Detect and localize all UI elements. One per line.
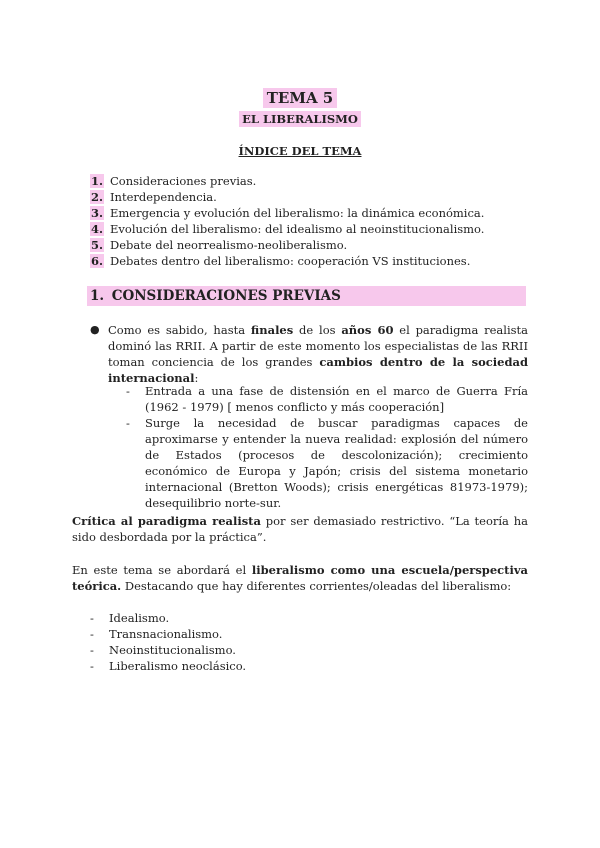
table-of-contents — [90, 173, 530, 269]
dash-marker: - — [126, 416, 130, 430]
critica-paragraph: Crítica al paradigma realista por ser demasiado restrictivo. “La teoría ha sido desbordada por la práctica”. — [72, 514, 528, 544]
toc-item — [90, 173, 530, 189]
subtitle-text: EL LIBERALISMO — [239, 111, 361, 127]
bullet-text: Como es sabido, hasta finales de los años 60 el paradigma realista dominó las RRII. A partir de este momento los especialistas de las RRII toman conciencia de los grandes cambios dentro de la sociedad internacional: — [108, 323, 529, 385]
list-item — [126, 415, 528, 511]
toc-text: Debate del neorrealismo-neoliberalismo. — [110, 238, 348, 252]
toc-item — [90, 221, 530, 237]
list-item-text: Surge la necesidad de buscar paradigmas capaces de aproximarse y entender la nueva realidad: explosión del número de Estados (procesos de descolonización); crecimiento económico de Europa y Japón; crisis del sistema monetario internacional (Bretton Woods); crisis energéticas 81973-1979); desequilibrio norte-sur. — [145, 416, 528, 510]
toc-text: Debates dentro del liberalismo: cooperación VS instituciones. — [110, 254, 471, 268]
toc-text: Interdependencia. — [110, 190, 217, 204]
toc-text: Emergencia y evolución del liberalismo: la dinámica económica. — [110, 206, 485, 220]
intro-paragraph: En este tema se abordará el liberalismo como una escuela/perspectiva teórica. Destacando que hay diferentes corrientes/oleadas del liberalismo: — [72, 563, 528, 593]
page-title — [0, 88, 600, 107]
list-item: - Liberalismo neoclásico. — [90, 659, 247, 673]
toc-item — [90, 205, 530, 221]
toc-number: 2. — [91, 190, 104, 204]
toc-number: 5. — [91, 238, 104, 252]
toc-number: 4. — [91, 222, 104, 236]
dash-list — [126, 383, 528, 511]
list-item: - Transnacionalismo. — [90, 627, 223, 641]
toc-item — [90, 253, 530, 269]
dash-marker: - — [126, 384, 130, 398]
section-title: CONSIDERACIONES PREVIAS — [111, 288, 341, 304]
page-subtitle — [0, 108, 600, 127]
title-text: TEMA 5 — [263, 88, 338, 108]
list-item: - Idealismo. — [90, 611, 170, 625]
toc-item — [90, 237, 530, 253]
bullet-marker: ● — [90, 323, 100, 336]
toc-number: 6. — [91, 254, 104, 268]
list-item: - Neoinstitucionalismo. — [90, 643, 236, 657]
toc-item — [90, 189, 530, 205]
section-heading — [87, 286, 526, 306]
toc-number: 1. — [91, 174, 104, 188]
toc-text: Evolución del liberalismo: del idealismo al neoinstitucionalismo. — [110, 222, 485, 236]
index-title: ÍNDICE DEL TEMA — [238, 144, 362, 158]
bullet-paragraph — [88, 322, 528, 386]
list-item — [126, 383, 528, 415]
list-item-text: Entrada a una fase de distensión en el marco de Guerra Fría (1962 - 1979) [ menos conflicto y más cooperación] — [145, 384, 528, 414]
section-number: 1. — [90, 288, 105, 304]
corrientes-list — [90, 610, 390, 674]
toc-text: Consideraciones previas. — [110, 174, 257, 188]
toc-number: 3. — [91, 206, 104, 220]
